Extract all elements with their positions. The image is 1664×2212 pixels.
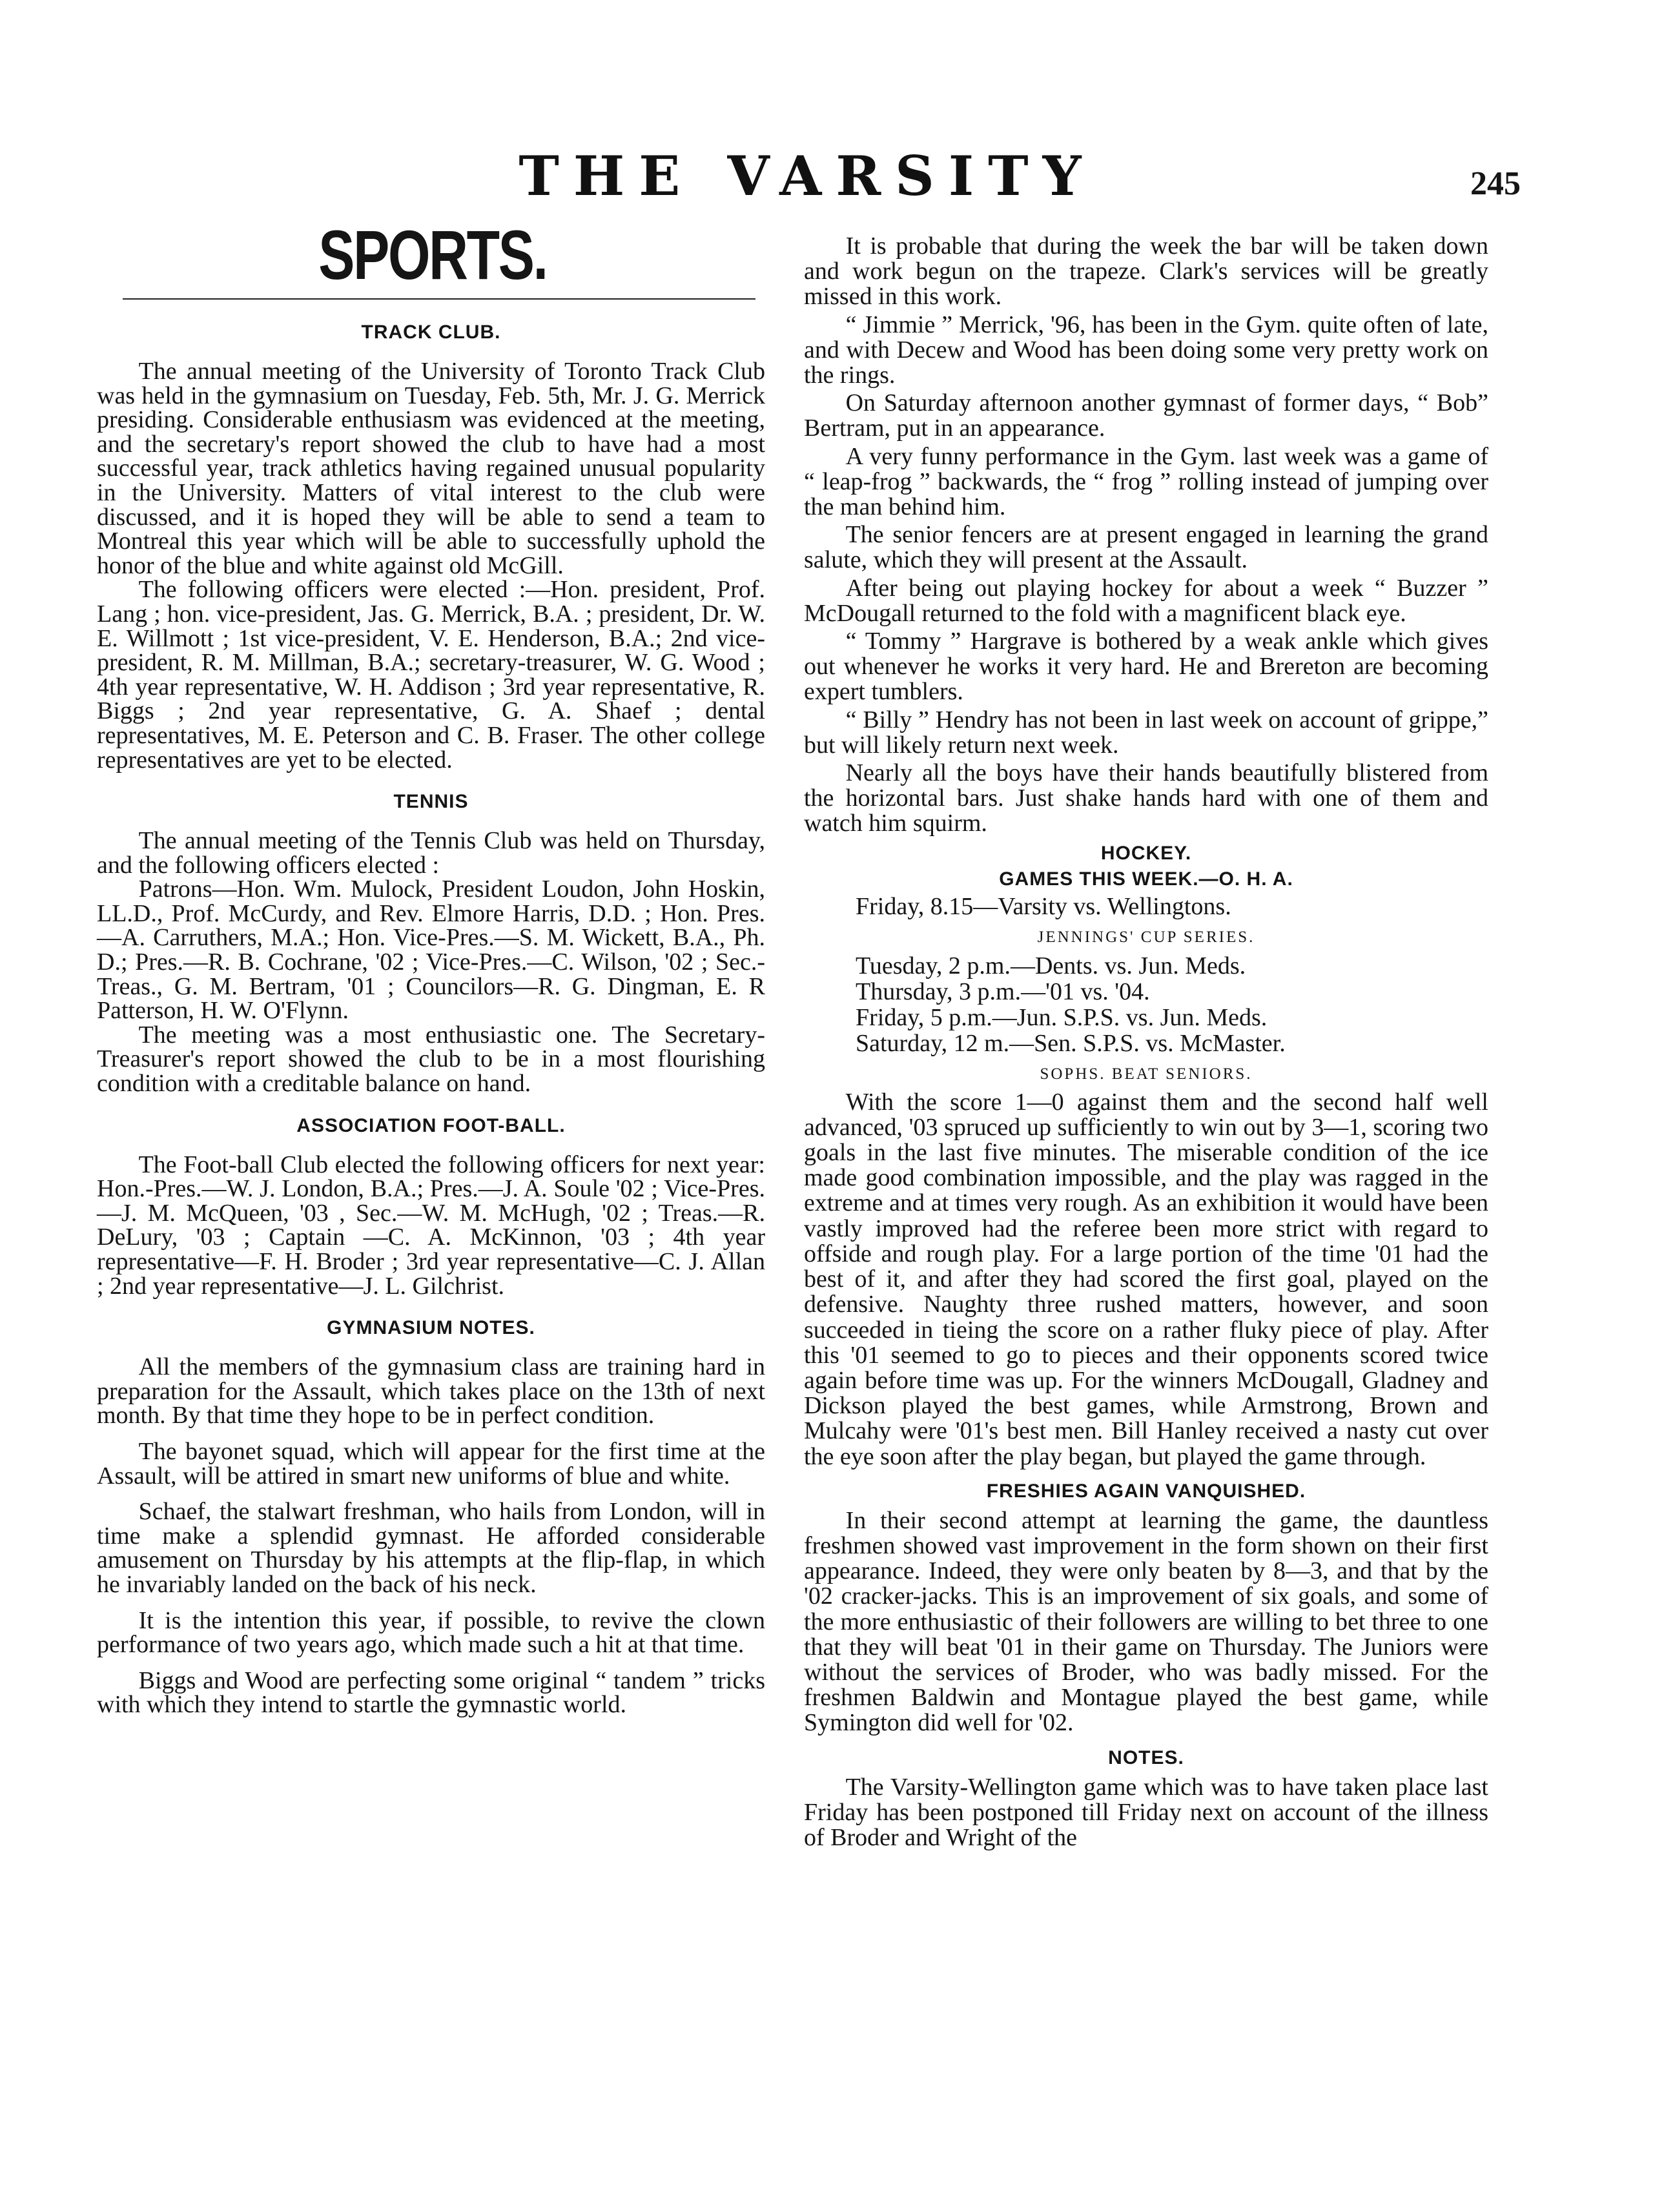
gym-paragraph: Schaef, the stalwart freshman, who hails from London, will in time make a splendid gymnast. He afforded considerable amusement on Thursday by his attempts at the flip-flap, in which he invariably landed on the back of his neck. xyxy=(97,1498,765,1598)
notes-paragraph: The Varsity-Wellington game which was to have taken place last Friday has been postponed till Friday next on account of the illness of Broder and Wright of the xyxy=(804,1773,1488,1851)
track-club-heading: TRACK CLUB. xyxy=(361,322,501,343)
tennis-officers: Patrons—Hon. Wm. Mulock, President Loudon, John Hoskin, LL.D., Prof. McCurdy, and Rev. Elmore Harris, D.D. ; Hon. Pres.—A. Carruthers, M.A.; Hon. Vice-Pres.—S. M. Wickett, B.A., Ph. D.; Pres.—R. B. Cochrane, '02 ; Vice-Pres.—C. Wilson, '02 ; Sec.-Treas., G. M. Bertram, '01 ; Councilors—R. G. Dingman, E. R Patterson, H. W. O'Flynn. xyxy=(97,876,765,1025)
gym-paragraph: The bayonet squad, which will appear for the first time at the Assault, will be attired in smart new uniforms of blue and white. xyxy=(97,1437,765,1490)
right-column xyxy=(804,234,1488,1853)
gym-note: The senior fencers are at present engaged in learning the grand salute, which they will present at the Assault. xyxy=(804,521,1488,574)
tennis-heading: TENNIS xyxy=(393,791,469,813)
gym-note: After being out playing hockey for about a week “ Buzzer ” McDougall returned to the fold with a magnificent black eye. xyxy=(804,574,1488,627)
notes-heading: NOTES. xyxy=(1108,1746,1184,1768)
gym-paragraph: It is the intention this year, if possible, to revive the clown performance of two years ago, which made such a hit at that time. xyxy=(97,1606,765,1659)
gym-note: “ Tommy ” Hargrave is bothered by a weak ankle which gives out whenever he works it very hard. He and Brereton are becoming expert tumblers. xyxy=(804,628,1488,706)
schedule-item: Tuesday, 2 p.m.—Dents. vs. Jun. Meds. xyxy=(856,952,1246,979)
hockey-heading: HOCKEY. xyxy=(1100,842,1192,864)
football-officers: The Foot-ball Club elected the following officers for next year: Hon.-Pres.—W. J. London, B.A.; Pres.—J. A. Soule '02 ; Vice-Pres.—J. M. McQueen, '03 , Sec.—W. M. McHugh, '02 ; Treas.—R. DeLury, '03 ; Captain —C. A. McKinnon, '03 ; 4th year representative—F. H. Broder ; 3rd year representative—C. J. Allan ; 2nd year representative—J. L. Gilchrist. xyxy=(97,1151,765,1300)
gym-paragraph: Biggs and Wood are perfecting some original “ tandem ” tricks with which they intend to startle the gymnastic world. xyxy=(97,1666,765,1719)
football-heading: ASSOCIATION FOOT-BALL. xyxy=(296,1114,566,1136)
freshies-paragraph: In their second attempt at learning the game, the dauntless freshmen showed vast improvement in the form shown on their first appearance. Indeed, they were only beaten by 8—3, and that by the '02 cracker-jacks. This is an improvement of six goals, and some of the more enthusiastic of their followers are willing to bet three to one that they will beat '01 in their game on Thursday. The Juniors were without the services of Broder, who was badly missed. For the freshmen Baldwin and Montague played the best game, while Symington did well for '02. xyxy=(804,1506,1488,1737)
gym-paragraph: All the members of the gymnasium class are training hard in preparation for the Assault, which takes place on the 13th of next month. By that time they hope to be in perfect condition. xyxy=(97,1353,765,1429)
title-rule xyxy=(123,298,755,300)
games-this-week-heading: GAMES THIS WEEK.—O. H. A. xyxy=(999,868,1293,890)
masthead-title: THE VARSITY xyxy=(519,144,1096,208)
tennis-paragraph: The annual meeting of the Tennis Club was held on Thursday, and the following officers elected : xyxy=(97,827,765,879)
gymnasium-heading: GYMNASIUM NOTES. xyxy=(327,1317,535,1339)
gym-note: On Saturday afternoon another gymnast of former days, “ Bob” Bertram, put in an appearance. xyxy=(804,389,1488,442)
gym-note: A very funny performance in the Gym. last week was a game of “ leap-frog ” backwards, the “ frog ” rolling instead of jumping over the man behind him. xyxy=(804,442,1488,521)
schedule-item: Saturday, 12 m.—Sen. S.P.S. vs. McMaster. xyxy=(856,1029,1286,1057)
page-number: 245 xyxy=(1470,165,1521,202)
gym-note: It is probable that during the week the bar will be taken down and work begun on the trapeze. Clark's services will be greatly missed in this work. xyxy=(804,232,1488,311)
jennings-cup-heading: JENNINGS' CUP SERIES. xyxy=(1037,928,1255,946)
jennings-schedule xyxy=(804,953,1488,1056)
track-club-officers: The following officers were elected :—Hon. president, Prof. Lang ; hon. vice-president, Jas. G. Merrick, B.A. ; president, Dr. W. E. Willmott ; 1st vice-president, V. E. Henderson, B.A.; 2nd vice-president, R. M. Millman, B.A.; secretary-treasurer, W. G. Wood ; 4th year representative, W. H. Addison ; 3rd year representative, R. Biggs ; 2nd year representative, G. A. Shaef ; dental representatives, M. E. Peterson and C. B. Fraser. The other college representatives are yet to be elected. xyxy=(97,576,765,773)
gym-note: “ Billy ” Hendry has not been in last week on account of grippe,” but will likely return next week. xyxy=(804,706,1488,759)
sophs-paragraph: With the score 1—0 against them and the second half well advanced, '03 spruced up sufficiently to win out by 3—1, scoring two goals in the last five minutes. The miserable condition of the ice made good combination impossible, and the play was ragged in the extreme and at times very rough. As an exhibition it would have been vastly improved had the referee been more strict with regard to offside and rough play. For a large portion of the time '01 had the best of it, and after they had scored the first goal, played on the defensive. Naughty three rushed matters, however, and soon succeeded in tieing the score on a rather fluky piece of play. After this '01 seemed to go to pieces and their opponents scored twice again before time was up. For the winners McDougall, Gladney and Dickson played the best games, while Armstrong, Brown and Mulcahy were '01's best men. Bill Hanley received a nasty cut over the eye soon after the play began, but played the game through. xyxy=(804,1088,1488,1470)
gym-note: Nearly all the boys have their hands beautifully blistered from the horizontal bars. Just shake hands hard with one of them and watch him squirm. xyxy=(804,759,1488,837)
left-column xyxy=(97,320,765,1729)
track-club-paragraph: The annual meeting of the University of Toronto Track Club was held in the gymnasium on Tuesday, Feb. 5th, Mr. J. G. Merrick presiding. Considerable enthusiasm was evidenced at the meeting, and the secretary's report showed the club to have had a most successful year, track athletics having regained unusual popularity in the University. Matters of vital interest to the club were discussed, and it is hoped they will be able to send a team to Montreal this year which will be able to successfully uphold the honor of the blue and white against old McGill. xyxy=(97,358,765,579)
sophs-heading: SOPHS. BEAT SENIORS. xyxy=(1040,1065,1253,1083)
section-title: SPORTS. xyxy=(318,216,547,294)
tennis-meeting-note: The meeting was a most enthusiastic one. The Secretary-Treasurer's report showed the club to be in a most flourishing condition with a creditable balance on hand. xyxy=(97,1021,765,1098)
gym-note: “ Jimmie ” Merrick, '96, has been in the Gym. quite often of late, and with Decew and Wood has been doing some very pretty work on the rings. xyxy=(804,311,1488,389)
oha-game: Friday, 8.15—Varsity vs. Wellingtons. xyxy=(856,892,1231,920)
schedule-item: Thursday, 3 p.m.—'01 vs. '04. xyxy=(856,978,1150,1005)
freshies-heading: FRESHIES AGAIN VANQUISHED. xyxy=(986,1480,1306,1502)
schedule-item: Friday, 5 p.m.—Jun. S.P.S. vs. Jun. Meds. xyxy=(856,1003,1268,1031)
